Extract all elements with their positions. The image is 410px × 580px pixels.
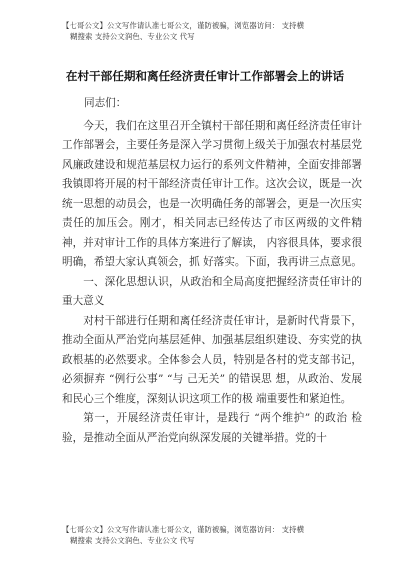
paragraph-1: 今天，我们在这里召开全镇村干部任期和离任经济责任审计工作部署会，主要任务是深入学习贯彻上级关于加强农村基层党风廉政建设和规范基层权力运行的系列文件精神，全面安排部署我镇即将开展的村干部经济责任审计工作。这次会议，既是一次统一思想的动员会，也是一次明确任务的部署会，更是一次压实责任的加压会。刚才，相关同志已经传达了市区两级的文件精神，并对审计工作的具体方案进行了解读， 内容很具体，要求很明确，希望大家认真领会，抓 好落实。下面，我再讲三点意见。: [62, 119, 362, 268]
footer-note-line-2: 糊搜索 支持公文润色、专业公文 代写: [70, 536, 195, 545]
document-body: [62, 94, 362, 448]
document-title: 在村干部任期和离任经济责任审计工作部署会上的讲话: [65, 69, 345, 83]
footer-note-line-1: 【七哥公文】公文写作请认准七哥公文，谨防被骗，浏览器访问： 支持横: [62, 525, 305, 534]
header-note-line-2: 糊搜索 支持公文润色、专业公文 代写: [70, 32, 195, 41]
page-footer-note: [62, 524, 362, 546]
paragraph-3: 第一，开展经济责任审计，是践行 “两个维护” 的政治 检验，是推动全面从严治党向纵深发展的关键举措。党的十: [62, 412, 362, 444]
section-heading-1: 一、深化思想认识，从政治和全局高度把握经济责任审计的重大意义: [62, 275, 362, 307]
header-note-line-1: 【七哥公文】公文写作请认准七哥公文，谨防被骗，浏览器访问： 支持横: [62, 21, 305, 30]
page-header-note: [62, 20, 362, 42]
salutation: 同志们：: [84, 97, 127, 109]
paragraph-2: 对村干部进行任期和离任经济责任审计，是新时代背景下，推动全面从严治党向基层延伸、加强基层组织建设、夯实党的执政根基的必然要求。全体参会人员，特别是各村的党支部书记，必须摒弃 “例行公事” “与 己无关” 的错误思 想，从政治、发展和民心三个维度，深刻认识这项工作的极 端重要性和紧迫性。: [62, 314, 362, 405]
